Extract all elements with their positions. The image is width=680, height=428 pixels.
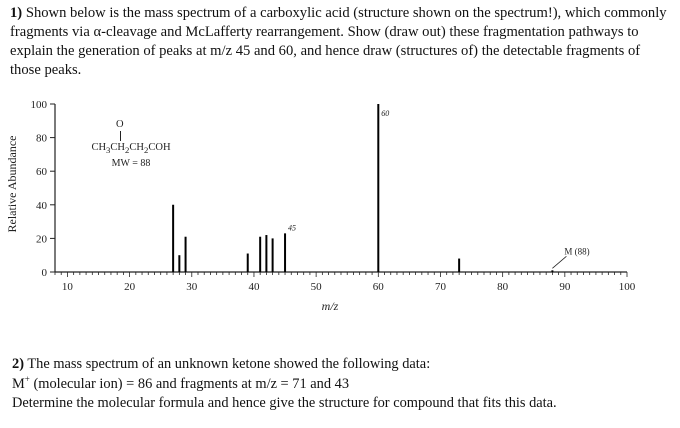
structure-oxygen: O xyxy=(116,119,124,130)
question-2-line-1: 2) The mass spectrum of an unknown ketone showed the following data: xyxy=(12,356,431,372)
molecular-ion-label: M (88) xyxy=(564,246,590,257)
x-tick-label: 30 xyxy=(186,281,198,293)
x-tick-label: 40 xyxy=(248,281,260,293)
peak-label-45: 45 xyxy=(288,223,297,233)
x-tick-label: 10 xyxy=(61,281,73,293)
chart-peaks xyxy=(173,104,552,272)
y-tick-label: 100 xyxy=(30,99,47,111)
x-tick-label: 70 xyxy=(434,281,446,293)
structure-double-bond xyxy=(120,131,121,141)
x-tick-label: 80 xyxy=(497,281,509,293)
x-tick-label: 20 xyxy=(124,281,136,293)
y-tick-label: 80 xyxy=(36,132,47,145)
molecular-ion-pointer xyxy=(552,256,566,268)
peak-label-60: 60 xyxy=(381,109,390,118)
y-tick-label: 40 xyxy=(36,199,47,212)
y-axis-label: Relative Abundance xyxy=(5,135,19,233)
structure-mw: MW = 88 xyxy=(111,158,151,170)
acid-structure xyxy=(76,118,186,170)
x-axis-label: m/z xyxy=(321,299,339,313)
y-tick-label: 60 xyxy=(36,166,47,179)
chart-annotations xyxy=(288,109,590,268)
question-2 xyxy=(12,355,676,414)
x-tick-label: 50 xyxy=(310,281,322,293)
question-2-line-3: Determine the molecular formula and hence give the structure for compound that fits this data. xyxy=(12,395,557,411)
question-1 xyxy=(10,4,674,80)
structure-formula: $CH_3CH_2CH_2COH$ xyxy=(91,142,171,156)
question-2-line-2: M+ (molecular ion) = 86 and fragments at m/z = 71 and 43 xyxy=(12,373,350,392)
x-tick-label: 60 xyxy=(372,281,384,293)
y-tick-label: 0 xyxy=(41,267,47,279)
y-tick-label: 20 xyxy=(36,233,47,246)
x-tick-label: 90 xyxy=(559,281,571,293)
x-tick-label: 100 xyxy=(618,281,636,293)
question-1-text: Shown below is the mass spectrum of a carboxylic acid (structure shown on the spectrum!), which commonly fragments via α-cleavage and McLafferty rearrangement. Show (draw out) these fragmentation pathways to explain the generation of peaks at m/z 45 and 60, and hence draw (structures of) the detectable fragments of those peaks. xyxy=(10,5,667,78)
question-1-number: 1) xyxy=(10,5,23,21)
